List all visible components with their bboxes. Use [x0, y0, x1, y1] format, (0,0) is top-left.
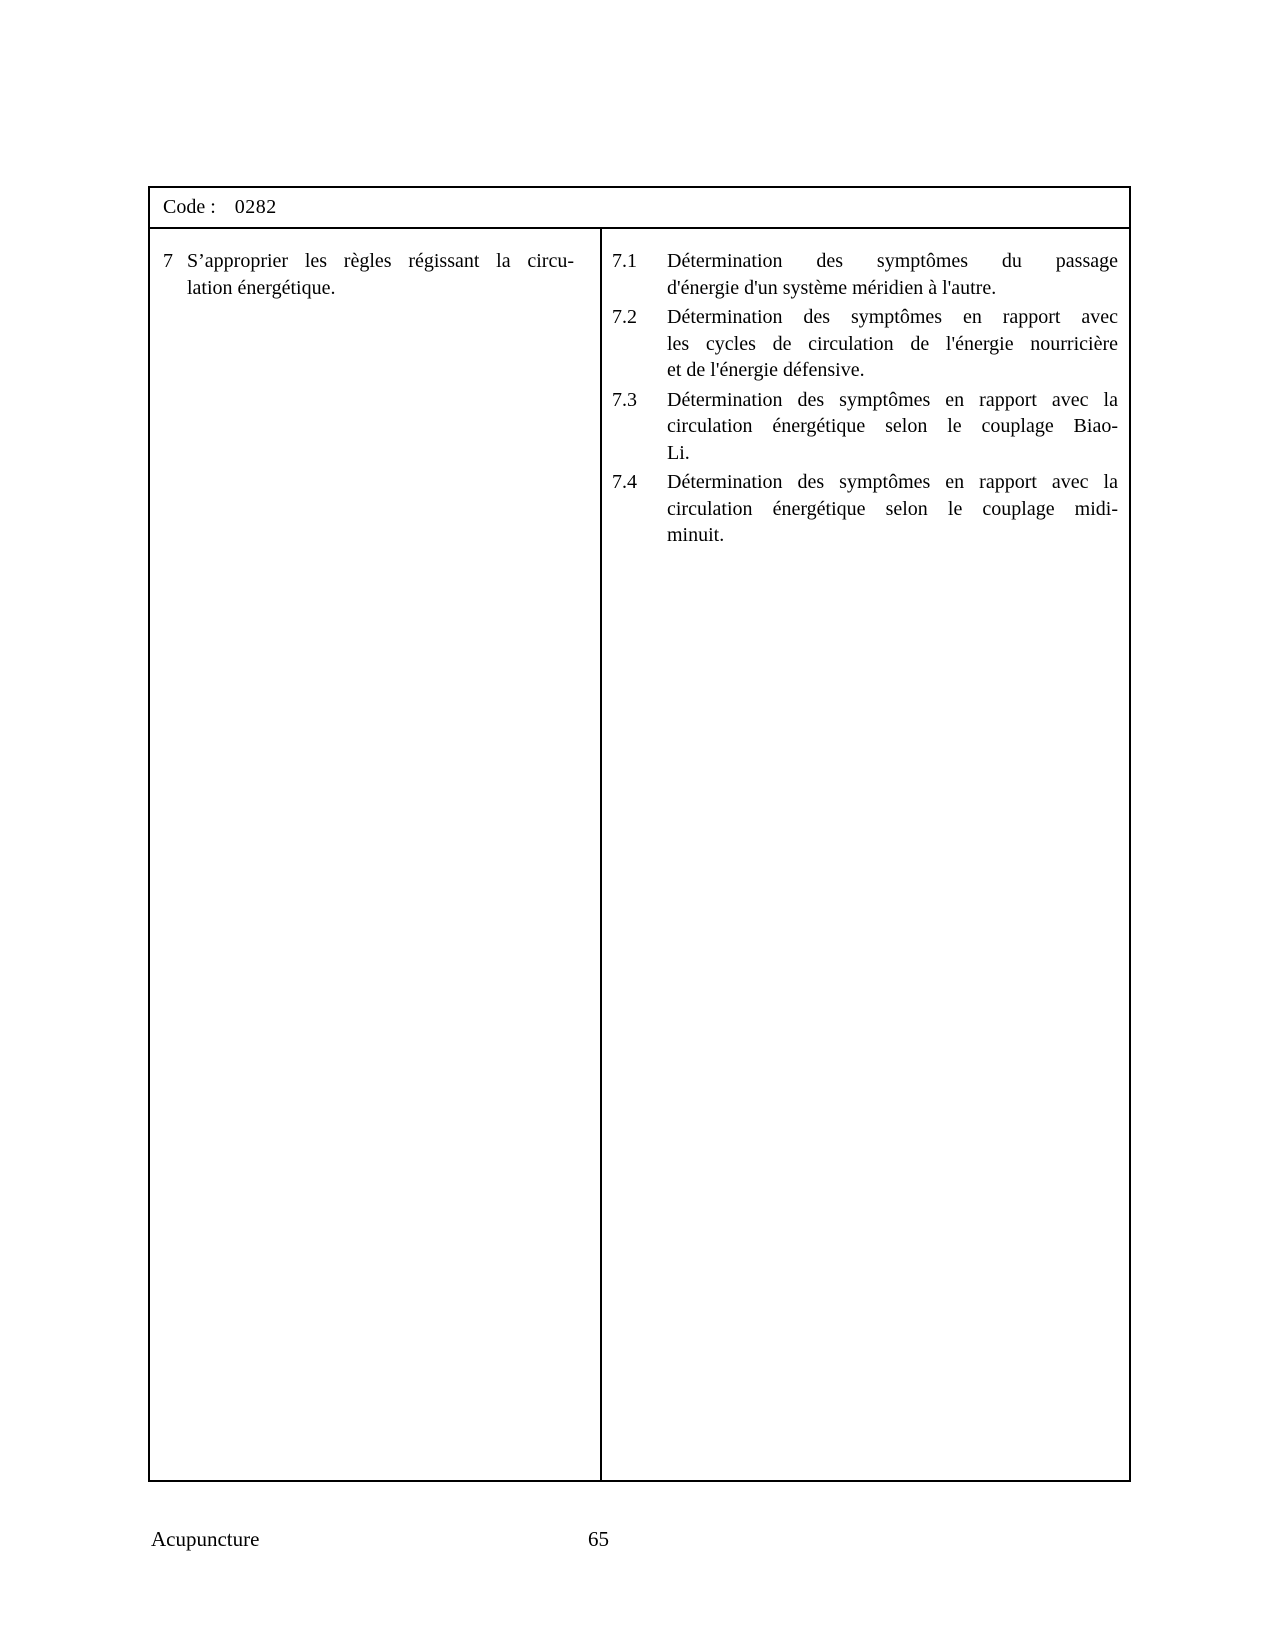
- element-number: 7.4: [612, 471, 637, 493]
- objective-number: 7: [163, 250, 173, 272]
- objective-cell: [150, 229, 602, 1480]
- competency-table: [148, 186, 1131, 1482]
- text-line: S’approprier les règles régissant la circu-: [187, 250, 574, 272]
- code-label: Code :: [163, 196, 216, 218]
- footer-page-number: 65: [588, 1527, 609, 1551]
- footer-document-title: Acupuncture: [151, 1527, 260, 1551]
- element-number: 7.2: [612, 306, 637, 328]
- text-line: et de l'énergie défensive.: [667, 359, 865, 381]
- text-line: lation énergétique.: [187, 276, 336, 299]
- element-item: [612, 469, 1118, 549]
- element-item: [612, 304, 1118, 384]
- table-body-row: [150, 229, 1129, 1480]
- element-item: [612, 387, 1118, 467]
- element-text: [667, 387, 1118, 467]
- element-number: 7.3: [612, 388, 637, 411]
- text-line: circulation énergétique selon le couplage midi-: [667, 497, 1118, 520]
- text-line: les cycles de circulation de l'énergie nourricière: [667, 332, 1118, 355]
- element-text: [667, 304, 1118, 384]
- code-value: 0282: [234, 196, 277, 218]
- element-item: [612, 248, 1118, 301]
- text-line: Li.: [667, 441, 690, 464]
- element-number: 7.1: [612, 250, 637, 272]
- objective-text: [187, 248, 574, 301]
- element-text: [667, 248, 1118, 301]
- elements-cell: [602, 229, 1129, 1480]
- code-header-row: [150, 188, 1129, 229]
- element-text: [667, 469, 1118, 549]
- text-line: Détermination des symptômes en rapport avec la: [667, 388, 1118, 411]
- objective-item: [163, 248, 574, 301]
- text-line: minuit.: [667, 524, 725, 546]
- text-line: Détermination des symptômes en rapport avec la: [667, 471, 1118, 493]
- text-line: Détermination des symptômes en rapport avec: [667, 306, 1118, 328]
- text-line: circulation énergétique selon le couplage Biao-: [667, 415, 1118, 437]
- text-line: Détermination des symptômes du passage: [667, 250, 1118, 272]
- text-line: d'énergie d'un système méridien à l'autre.: [667, 276, 997, 299]
